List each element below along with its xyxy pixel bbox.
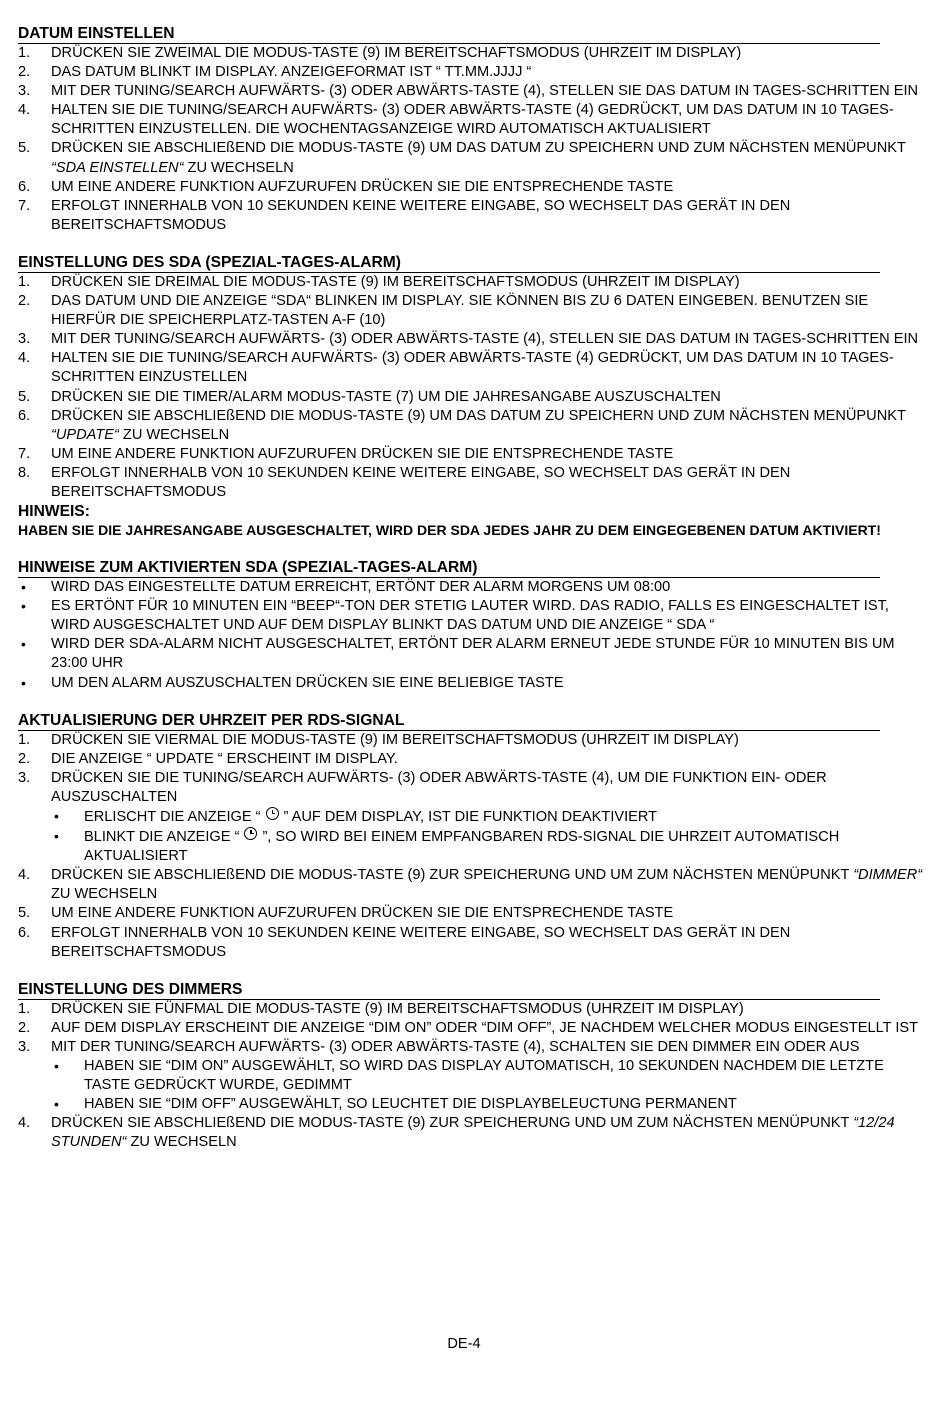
section-datum	[18, 25, 928, 235]
list-item	[18, 349, 928, 387]
section-rds	[18, 712, 928, 962]
item-text: ERFOLGT INNERHALB VON 10 SEKUNDEN KEINE WEITERE EINGABE, SO WECHSELT DAS GERÄT IN DEN BEREITSCHAFTSMODUS	[51, 197, 791, 233]
sub-list-item	[51, 1057, 928, 1095]
list-item	[18, 674, 928, 693]
item-text: DRÜCKEN SIE DIE TIMER/ALARM MODUS-TASTE (7) UM DIE JAHRESANGABE AUSZUSCHALTEN	[51, 388, 721, 405]
item-text: HABEN SIE “DIM ON” AUSGEWÄHLT, SO WIRD DAS DISPLAY AUTOMATISCH, 10 SEKUNDEN NACHDEM DIE LETZTE TASTE GEDRÜCKT WURDE, GEDIMMT	[84, 1058, 884, 1094]
steps-list	[18, 1114, 928, 1152]
item-text: BLINKT DIE ANZEIGE “	[84, 829, 240, 846]
item-number: 3.	[18, 83, 31, 100]
sub-list-item	[51, 807, 928, 827]
section-heading: EINSTELLUNG DES DIMMERS	[18, 981, 880, 1000]
list-item	[18, 731, 928, 750]
item-number: 5.	[18, 140, 31, 157]
list-item	[18, 197, 928, 235]
item-number: 2.	[18, 1019, 31, 1036]
list-item	[18, 101, 928, 139]
bullet-list	[18, 578, 928, 693]
item-number: 2.	[18, 64, 31, 81]
list-item	[18, 445, 928, 464]
section-dimmer	[18, 981, 928, 1153]
item-number: 5.	[18, 388, 31, 405]
item-text: DRÜCKEN SIE FÜNFMAL DIE MODUS-TASTE (9) IM BEREITSCHAFTSMODUS (UHRZEIT IM DISPLAY)	[51, 1000, 744, 1017]
item-text: UM DEN ALARM AUSZUSCHALTEN DRÜCKEN SIE EINE BELIEBIGE TASTE	[51, 674, 564, 691]
section-heading: EINSTELLUNG DES SDA (SPEZIAL-TAGES-ALARM)	[18, 254, 880, 273]
item-text: DIE ANZEIGE “ UPDATE “ ERSCHEINT IM DISPLAY.	[51, 750, 398, 767]
item-text: UM EINE ANDERE FUNKTION AUFZURUFEN DRÜCKEN SIE DIE ENTSPRECHENDE TASTE	[51, 178, 674, 195]
item-number: 5.	[18, 905, 31, 922]
list-item	[18, 464, 928, 502]
menu-name: “SDA EINSTELLEN“	[51, 159, 184, 176]
item-text: ZU WECHSELN	[183, 159, 294, 176]
item-number: 6.	[18, 178, 31, 195]
list-item	[18, 407, 928, 445]
bullet-icon: •	[21, 598, 26, 615]
bullet-icon: •	[54, 808, 59, 824]
bullet-icon: •	[21, 674, 26, 691]
list-item	[18, 1038, 928, 1057]
item-number: 1.	[18, 273, 31, 290]
item-number: 2.	[18, 293, 31, 310]
item-text: HABEN SIE “DIM OFF” AUSGEWÄHLT, SO LEUCHTET DIE DISPLAYBELEUCTUNG PERMANENT	[84, 1096, 737, 1113]
clock-icon	[244, 827, 257, 840]
item-number: 4.	[18, 1115, 31, 1132]
menu-name: “12/24 STUNDEN“	[51, 1115, 895, 1151]
item-number: 1.	[18, 1000, 31, 1017]
item-number: 3.	[18, 769, 31, 786]
item-text: ZU WECHSELN	[51, 886, 158, 903]
list-item	[18, 330, 928, 349]
item-text: ” AUF DEM DISPLAY, IST DIE FUNKTION DEAKTIVIERT	[283, 809, 658, 825]
list-item	[18, 1019, 928, 1038]
list-item	[18, 635, 928, 673]
item-text: UM EINE ANDERE FUNKTION AUFZURUFEN DRÜCKEN SIE DIE ENTSPRECHENDE TASTE	[51, 905, 674, 922]
list-item	[18, 178, 928, 197]
list-item	[18, 769, 928, 807]
item-number: 8.	[18, 464, 31, 481]
item-text: DAS DATUM UND DIE ANZEIGE “SDA“ BLINKEN IM DISPLAY. SIE KÖNNEN BIS ZU 6 DATEN EINGEBEN. BENUTZEN SIE HIERFÜR DIE SPEICHERPLATZ-TASTEN A-F (10)	[51, 293, 869, 329]
clock-icon	[266, 807, 279, 820]
steps-list	[18, 1000, 928, 1057]
list-item	[18, 866, 928, 904]
item-number: 1.	[18, 731, 31, 748]
list-item	[18, 750, 928, 769]
item-text: ZU WECHSELN	[118, 426, 230, 443]
steps-list	[18, 866, 928, 961]
bullet-icon: •	[54, 1096, 59, 1113]
item-text: HALTEN SIE DIE TUNING/SEARCH AUFWÄRTS- (3) ODER ABWÄRTS-TASTE (4) GEDRÜCKT, UM DAS DATUM IN 10 TAGES-SCHRITTEN EINZUSTELLEN	[51, 350, 894, 386]
list-item	[18, 904, 928, 923]
sub-list-item	[51, 1095, 928, 1114]
item-text: AUF DEM DISPLAY ERSCHEINT DIE ANZEIGE “DIM ON” ODER “DIM OFF”, JE NACHDEM WELCHER MODUS EINGESTELLT IST	[51, 1019, 919, 1036]
manual-page	[18, 25, 928, 1172]
item-text: DRÜCKEN SIE DREIMAL DIE MODUS-TASTE (9) IM BEREITSCHAFTSMODUS (UHRZEIT IM DISPLAY)	[51, 273, 740, 290]
steps-list	[18, 731, 928, 807]
item-number: 6.	[18, 924, 31, 941]
item-number: 2.	[18, 750, 31, 767]
list-item	[18, 139, 928, 177]
item-text: MIT DER TUNING/SEARCH AUFWÄRTS- (3) ODER ABWÄRTS-TASTE (4), STELLEN SIE DAS DATUM IN TAGES-SCHRITTEN EIN	[51, 83, 919, 100]
note-title: HINWEIS:	[18, 503, 90, 521]
item-text: WIRD DAS EINGESTELLTE DATUM ERREICHT, ERTÖNT DER ALARM MORGENS UM 08:00	[51, 579, 671, 596]
item-text: DRÜCKEN SIE ZWEIMAL DIE MODUS-TASTE (9) IM BEREITSCHAFTSMODUS (UHRZEIT IM DISPLAY)	[51, 45, 742, 61]
item-number: 3.	[18, 331, 31, 348]
section-sda	[18, 254, 928, 540]
list-item	[18, 44, 928, 63]
list-item	[18, 924, 928, 962]
item-number: 3.	[18, 1038, 31, 1055]
section-heading: AKTUALISIERUNG DER UHRZEIT PER RDS-SIGNAL	[18, 712, 880, 731]
item-text: MIT DER TUNING/SEARCH AUFWÄRTS- (3) ODER ABWÄRTS-TASTE (4), STELLEN SIE DAS DATUM IN TAGES-SCHRITTEN EIN	[51, 331, 919, 348]
item-text: ERFOLGT INNERHALB VON 10 SEKUNDEN KEINE WEITERE EINGABE, SO WECHSELT DAS GERÄT IN DEN BEREITSCHAFTSMODUS	[51, 924, 791, 960]
item-text: MIT DER TUNING/SEARCH AUFWÄRTS- (3) ODER ABWÄRTS-TASTE (4), SCHALTEN SIE DEN DIMMER EIN ODER AUS	[51, 1038, 860, 1055]
item-text: WIRD DER SDA-ALARM NICHT AUSGESCHALTET, ERTÖNT DER ALARM ERNEUT JEDE STUNDE FÜR 10 MINUTEN BIS UM 23:00 UHR	[51, 636, 895, 672]
menu-name: “UPDATE“	[51, 426, 119, 443]
item-number: 7.	[18, 445, 31, 462]
steps-list	[18, 44, 928, 235]
item-number: 4.	[18, 350, 31, 367]
list-item	[18, 578, 928, 597]
item-number: 6.	[18, 407, 31, 424]
item-text: DAS DATUM BLINKT IM DISPLAY. ANZEIGEFORMAT IST “ TT.MM.JJJJ “	[51, 64, 532, 81]
item-text: ERLISCHT DIE ANZEIGE “	[84, 809, 261, 825]
item-number: 4.	[18, 867, 31, 884]
item-text: DRÜCKEN SIE DIE TUNING/SEARCH AUFWÄRTS- (3) ODER ABWÄRTS-TASTE (4), UM DIE FUNKTION EIN- ODER AUSZUSCHALTEN	[51, 769, 827, 805]
item-text: DRÜCKEN SIE VIERMAL DIE MODUS-TASTE (9) IM BEREITSCHAFTSMODUS (UHRZEIT IM DISPLAY)	[51, 731, 739, 748]
item-text: DRÜCKEN SIE ABSCHLIEßEND DIE MODUS-TASTE (9) UM DAS DATUM ZU SPEICHERN UND ZUM NÄCHSTEN MENÜPUNKT	[51, 407, 906, 424]
item-number: 1.	[18, 45, 31, 61]
item-text: ”, SO WIRD BEI EINEM EMPFANGBAREN RDS-SIGNAL DIE UHRZEIT AUTOMATISCH AKTUALISIERT	[84, 829, 840, 865]
note-text: HABEN SIE DIE JAHRESANGABE AUSGESCHALTET, WIRD DER SDA JEDES JAHR ZU DEM EINGEGEBENEN DATUM AKTIVIERT!	[18, 522, 881, 539]
item-number: 7.	[18, 197, 31, 214]
list-item	[18, 1114, 928, 1152]
item-text: HALTEN SIE DIE TUNING/SEARCH AUFWÄRTS- (3) ODER ABWÄRTS-TASTE (4) GEDRÜCKT, UM DAS DATUM IN 10 TAGES-SCHRITTEN EINZUSTELLEN. DIE WOCHENTAGSANZEIGE WIRD AUTOMATISCH AKTUALISIERT	[51, 102, 894, 138]
list-item	[18, 63, 928, 82]
menu-name: “DIMMER“	[853, 867, 923, 884]
item-text: ES ERTÖNT FÜR 10 MINUTEN EIN “BEEP“-TON DER STETIG LAUTER WIRD. DAS RADIO, FALLS ES EINGESCHALTET IST, WIRD AUSGESCHALTET UND AUF DEM DISPLAY BLINKT DAS DATUM UND DIE ANZEIGE “ SDA “	[51, 598, 889, 634]
item-number: 4.	[18, 102, 31, 119]
bullet-icon: •	[21, 636, 26, 653]
bullet-icon: •	[54, 828, 59, 845]
list-item	[18, 292, 928, 330]
item-text: DRÜCKEN SIE ABSCHLIEßEND DIE MODUS-TASTE (9) ZUR SPEICHERUNG UND UM ZUM NÄCHSTEN MENÜPUNKT	[51, 867, 854, 884]
steps-list	[18, 273, 928, 502]
item-text: DRÜCKEN SIE ABSCHLIEßEND DIE MODUS-TASTE (9) UM DAS DATUM ZU SPEICHERN UND ZUM NÄCHSTEN MENÜPUNKT	[51, 140, 906, 157]
list-item	[18, 273, 928, 292]
page-number: DE-4	[447, 1336, 481, 1352]
section-hinweise	[18, 559, 928, 693]
list-item	[18, 597, 928, 635]
section-heading: HINWEISE ZUM AKTIVIERTEN SDA (SPEZIAL-TAGES-ALARM)	[18, 559, 880, 578]
section-heading: DATUM EINSTELLEN	[18, 25, 880, 44]
item-text: ZU WECHSELN	[126, 1134, 237, 1151]
item-text: ERFOLGT INNERHALB VON 10 SEKUNDEN KEINE WEITERE EINGABE, SO WECHSELT DAS GERÄT IN DEN BEREITSCHAFTSMODUS	[51, 464, 791, 500]
bullet-icon: •	[21, 579, 26, 596]
list-item	[18, 1000, 928, 1019]
list-item	[18, 82, 928, 101]
list-item	[18, 388, 928, 407]
item-text: UM EINE ANDERE FUNKTION AUFZURUFEN DRÜCKEN SIE DIE ENTSPRECHENDE TASTE	[51, 445, 674, 462]
bullet-icon: •	[54, 1058, 59, 1075]
sub-list-item	[51, 827, 928, 866]
item-text: DRÜCKEN SIE ABSCHLIEßEND DIE MODUS-TASTE (9) ZUR SPEICHERUNG UND UM ZUM NÄCHSTEN MENÜPUNKT	[51, 1115, 854, 1132]
